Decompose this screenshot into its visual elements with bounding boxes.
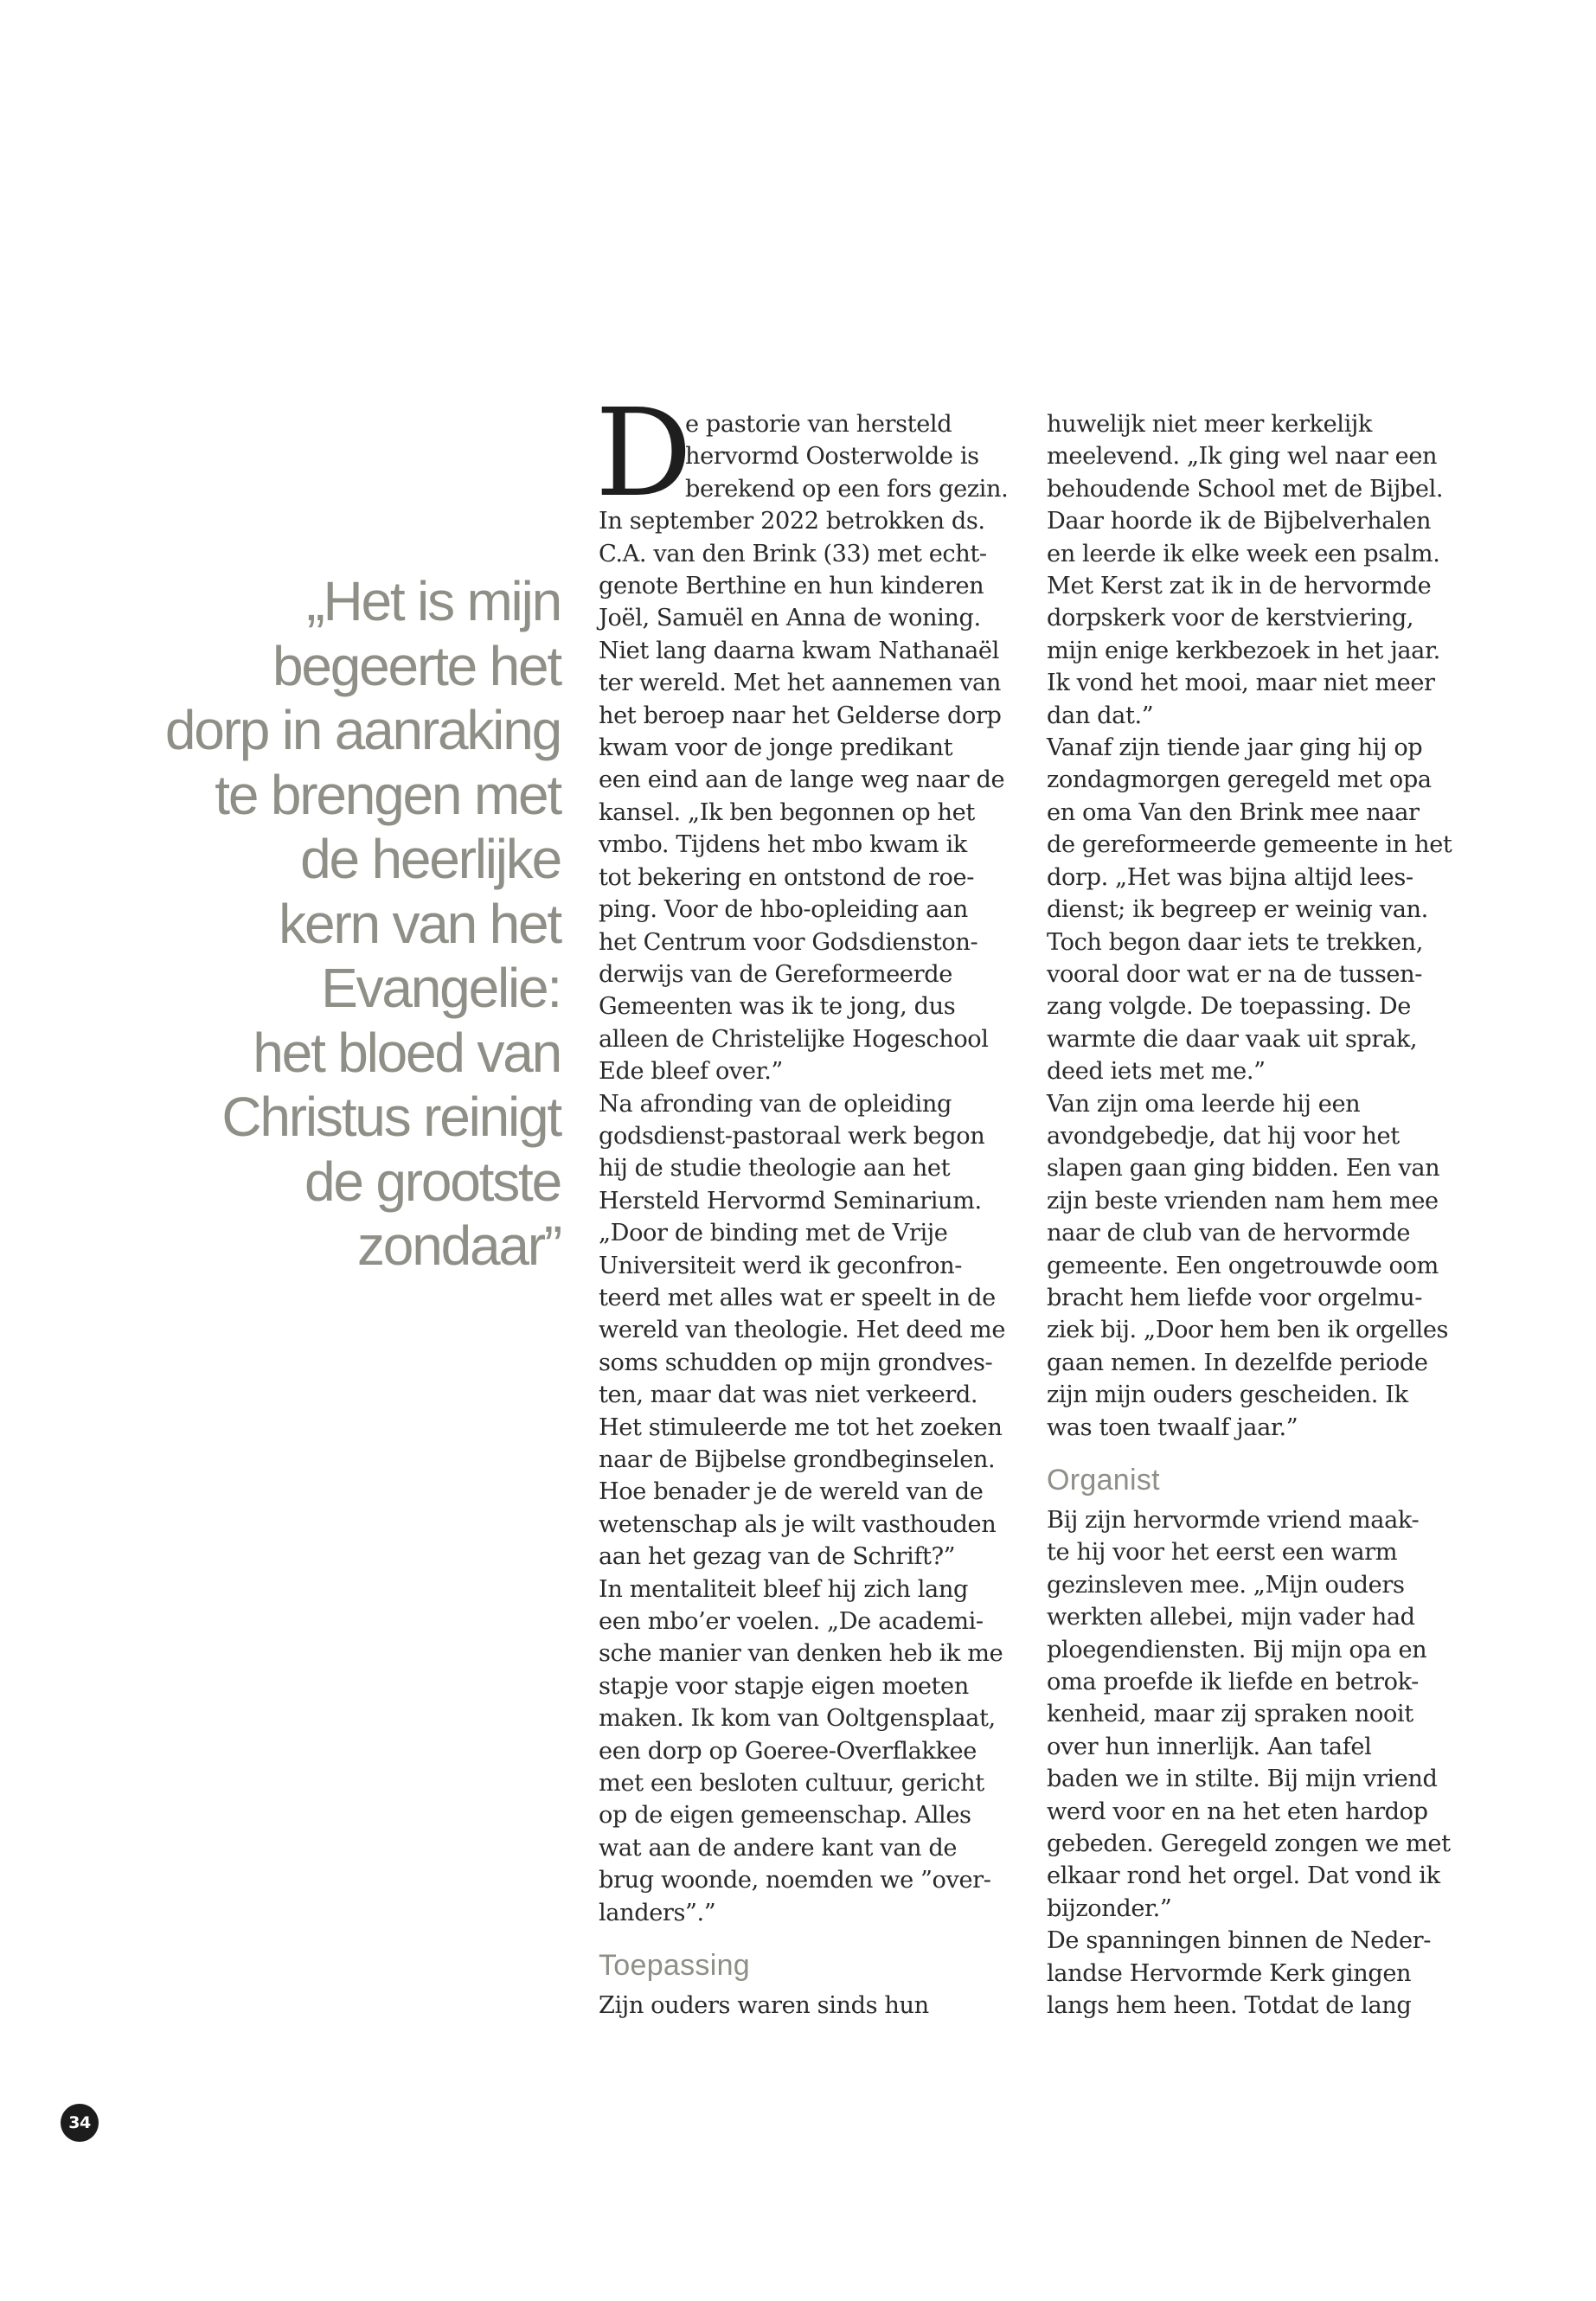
- text-line: „Door de binding met de Vrije: [599, 1220, 948, 1247]
- pull-quote: [138, 569, 561, 1279]
- text-line: dorp. „Het was bijna altijd lees-: [1047, 863, 1413, 891]
- text-line: mijn enige kerkbezoek in het jaar.: [1047, 637, 1440, 664]
- column-1-body: [599, 505, 1014, 1929]
- text-line: maken. Ik kom van Ooltgensplaat,: [599, 1705, 996, 1733]
- text-line: ziek bij. „Door hem ben ik orgelles: [1047, 1317, 1449, 1344]
- pull-quote-line: kern van het: [279, 892, 561, 955]
- text-line: vooral door wat er na de tussen-: [1047, 960, 1423, 988]
- text-line: Van zijn oma leerde hij een: [1047, 1090, 1361, 1118]
- text-line: zondagmorgen geregeld met opa: [1047, 766, 1432, 794]
- text-line: Met Kerst zat ik in de hervormde: [1047, 573, 1432, 600]
- text-line: oma proefde ik liefde en betrok-: [1047, 1669, 1419, 1696]
- drop-cap: D: [595, 383, 692, 524]
- text-line: Niet lang daarna kwam Nathanaël: [599, 637, 999, 664]
- text-line: het Centrum voor Godsdienston-: [599, 928, 978, 956]
- text-line: godsdienst-pastoraal werk begon: [599, 1122, 985, 1150]
- pull-quote-line: de grootste: [304, 1150, 561, 1213]
- text-line: een dorp op Goeree-Overflakkee: [599, 1737, 977, 1765]
- text-line: Universiteit werd ik geconfron-: [599, 1252, 963, 1279]
- text-line: zang volgde. De toepassing. De: [1047, 993, 1411, 1021]
- text-line: gaan nemen. In dezelfde periode: [1047, 1349, 1428, 1376]
- text-line: hij de studie theologie aan het: [599, 1155, 951, 1183]
- text-line: alleen de Christelijke Hogeschool: [599, 1025, 989, 1053]
- text-line: meelevend. „Ik ging wel naar een: [1047, 443, 1438, 471]
- text-line: slapen gaan ging bidden. Een van: [1047, 1155, 1440, 1183]
- text-line: een mbo’er voelen. „De academi-: [599, 1608, 984, 1636]
- text-line: bracht hem liefde voor orgelmu-: [1047, 1284, 1422, 1311]
- text-line: was toen twaalf jaar.”: [1047, 1413, 1298, 1441]
- article-column-1: [595, 383, 1014, 2022]
- text-line: Daar hoorde ik de Bijbelverhalen: [1047, 508, 1432, 535]
- text-line: Na afronding van de opleiding: [599, 1090, 952, 1118]
- text-line: en oma Van den Brink mee naar: [1047, 798, 1420, 826]
- text-line: langs hem heen. Totdat de lang: [1047, 1992, 1412, 2020]
- text-line: vmbo. Tijdens het mbo kwam ik: [599, 831, 967, 859]
- text-line: ploegendiensten. Bij mijn opa en: [1047, 1636, 1427, 1663]
- pull-quote-line: zondaar”: [357, 1215, 561, 1277]
- text-line: Hersteld Hervormd Seminarium.: [599, 1187, 982, 1215]
- text-line: kenheid, maar zij spraken nooit: [1047, 1701, 1413, 1728]
- text-line: sche manier van denken heb ik me: [599, 1640, 1003, 1668]
- text-line: werd voor en na het eten hardop: [1047, 1798, 1428, 1825]
- text-line: behoudende School met de Bijbel.: [1047, 475, 1444, 503]
- text-line: naar de Bijbelse grondbeginselen.: [599, 1446, 996, 1473]
- text-line: C.A. van den Brink (33) met echt-: [599, 540, 987, 567]
- text-line: werkten allebei, mijn vader had: [1047, 1604, 1415, 1631]
- text-line: over hun innerlijk. Aan tafel: [1047, 1733, 1372, 1760]
- text-line: dan dat.”: [1047, 702, 1154, 729]
- pull-quote-line: Christus reinigt: [221, 1086, 561, 1148]
- text-line: landse Hervormde Kerk gingen: [1047, 1959, 1412, 1987]
- text-line: gemeente. Een ongetrouwde oom: [1047, 1252, 1439, 1279]
- article-column-2: [1047, 408, 1462, 2022]
- text-line: met een besloten cultuur, gericht: [599, 1770, 984, 1798]
- text-line: Joël, Samuël en Anna de woning.: [599, 605, 981, 632]
- text-line: wetenschap als je wilt vasthouden: [599, 1510, 997, 1538]
- text-line: derwijs van de Gereformeerde: [599, 960, 952, 988]
- text-line: te hij voor het eerst een warm: [1047, 1539, 1398, 1567]
- text-line: op de eigen gemeenschap. Alles: [599, 1802, 971, 1830]
- text-line: wat aan de andere kant van de: [599, 1834, 958, 1862]
- text-line: landers”.”: [599, 1899, 716, 1926]
- text-line: dorpskerk voor de kerstviering,: [1047, 605, 1414, 632]
- text-line: avondgebedje, dat hij voor het: [1047, 1122, 1400, 1150]
- column-2-after-subhead: [1047, 1504, 1462, 2022]
- text-line: teerd met alles wat er speelt in de: [599, 1284, 996, 1311]
- pull-quote-line: „Het is mijn: [306, 570, 561, 632]
- text-line: tot bekering en ontstond de roe-: [599, 863, 974, 891]
- text-line: Gemeenten was ik te jong, dus: [599, 993, 956, 1021]
- column-2-body: [1047, 408, 1462, 1444]
- text-line: een eind aan de lange weg naar de: [599, 766, 1005, 794]
- text-line: brug woonde, noemden we ”over-: [599, 1867, 991, 1894]
- text-line: In september 2022 betrokken ds.: [599, 508, 985, 535]
- text-line: zijn beste vrienden nam hem mee: [1047, 1187, 1439, 1215]
- text-line: Het stimuleerde me tot het zoeken: [599, 1413, 1003, 1441]
- text-line: gebeden. Geregeld zongen we met: [1047, 1830, 1451, 1858]
- text-line: zijn mijn ouders gescheiden. Ik: [1047, 1381, 1408, 1409]
- text-line: deed iets met me.”: [1047, 1058, 1266, 1086]
- page-number-badge: 34: [61, 2104, 99, 2142]
- text-line: In mentaliteit bleef hij zich lang: [599, 1575, 968, 1603]
- text-line: kwam voor de jonge predikant: [599, 734, 953, 762]
- text-line: Zijn ouders waren sinds hun: [599, 1992, 929, 2020]
- text-line: stapje voor stapje eigen moeten: [599, 1672, 969, 1700]
- text-line: Ik vond het mooi, maar niet meer: [1047, 670, 1435, 697]
- text-line: ten, maar dat was niet verkeerd.: [599, 1381, 978, 1409]
- text-line: ter wereld. Met het aannemen van: [599, 670, 1001, 697]
- text-line: naar de club van de hervormde: [1047, 1220, 1411, 1247]
- text-line: hervormd Oosterwolde is: [685, 443, 979, 471]
- pull-quote-line: Evangelie:: [321, 957, 561, 1019]
- text-line: kansel. „Ik ben begonnen op het: [599, 798, 975, 826]
- pull-quote-line: de heerlijke: [300, 828, 561, 890]
- pull-quote-line: begeerte het: [272, 634, 561, 697]
- text-line: ping. Voor de hbo-opleiding aan: [599, 896, 968, 924]
- text-line: elkaar rond het orgel. Dat vond ik: [1047, 1862, 1440, 1890]
- text-line: Hoe benader je de wereld van de: [599, 1478, 984, 1506]
- subhead-toepassing: Toepassing: [599, 1949, 751, 1983]
- pull-quote-line: te brengen met: [215, 763, 561, 826]
- text-line: Vanaf zijn tiende jaar ging hij op: [1047, 734, 1423, 762]
- text-line: het beroep naar het Gelderse dorp: [599, 702, 1002, 729]
- column-1-after-subhead: [599, 1990, 1014, 2022]
- text-line: aan het gezag van de Schrift?”: [599, 1543, 956, 1571]
- text-line: gezinsleven mee. „Mijn ouders: [1047, 1571, 1405, 1599]
- text-line: Toch begon daar iets te trekken,: [1047, 928, 1424, 956]
- text-line: de gereformeerde gemeente in het: [1047, 831, 1452, 859]
- text-line: e pastorie van hersteld: [685, 411, 952, 438]
- text-line: dienst; ik begreep er weinig van.: [1047, 896, 1428, 924]
- pull-quote-line: dorp in aanraking: [164, 699, 561, 761]
- text-line: bijzonder.”: [1047, 1894, 1172, 1922]
- pull-quote-line: het bloed van: [253, 1021, 561, 1084]
- text-line: huwelijk niet meer kerkelijk: [1047, 411, 1372, 438]
- text-line: berekend op een fors gezin.: [685, 475, 1009, 503]
- text-line: baden we in stilte. Bij mijn vriend: [1047, 1766, 1438, 1793]
- text-line: soms schudden op mijn grondves-: [599, 1349, 993, 1376]
- text-line: warmte die daar vaak uit sprak,: [1047, 1025, 1418, 1053]
- text-line: Bij zijn hervormde vriend maak-: [1047, 1507, 1420, 1534]
- text-line: en leerde ik elke week een psalm.: [1047, 540, 1440, 567]
- text-line: Ede bleef over.”: [599, 1058, 783, 1086]
- text-line: genote Berthine en hun kinderen: [599, 573, 984, 600]
- subhead-organist: Organist: [1047, 1464, 1160, 1497]
- text-line: De spanningen binnen de Neder-: [1047, 1927, 1432, 1955]
- text-line: wereld van theologie. Het deed me: [599, 1317, 1006, 1344]
